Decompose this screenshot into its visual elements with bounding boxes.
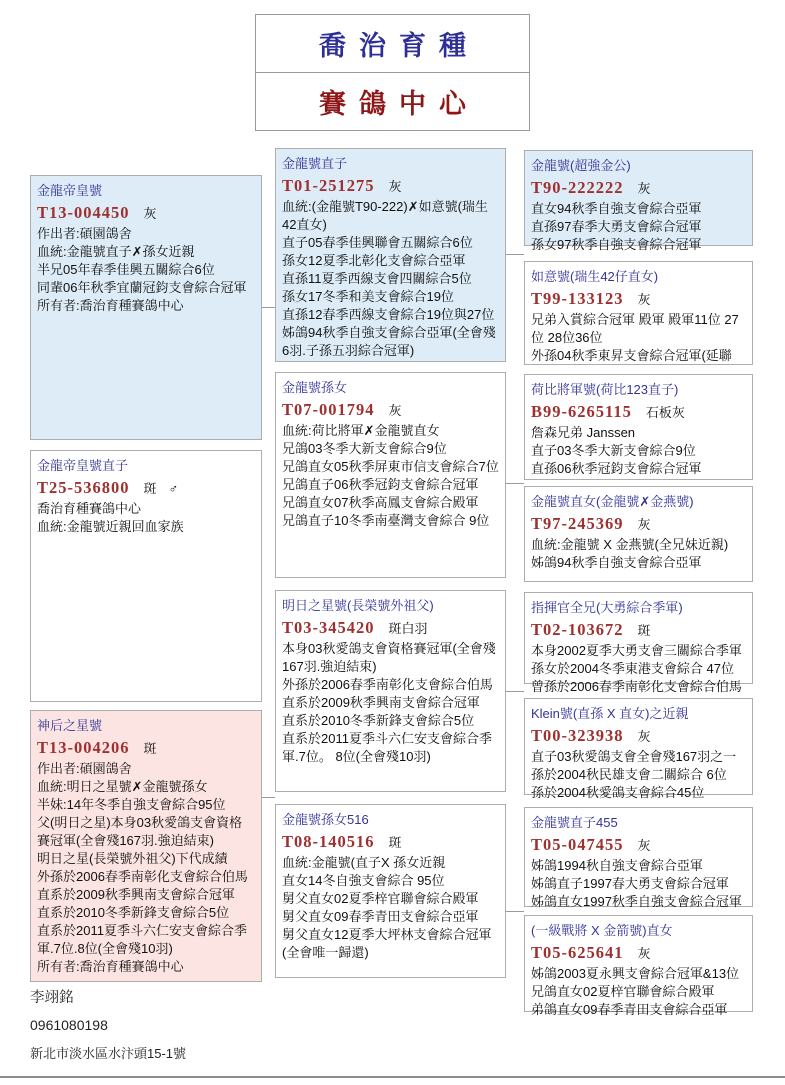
bird-name: 金龍號直子	[282, 156, 348, 171]
pedigree-line: 所有者:喬治育種賽鴿中心	[37, 298, 184, 313]
pedigree-line: 血統:(金龍號T90-222)✗如意號(瑞生42直女)	[282, 199, 488, 232]
loft-name-line2: 賽鴿中心	[319, 89, 479, 119]
connector-line	[506, 483, 524, 484]
pedigree-line: 直系於2011夏季斗六仁安支會綜合季軍.7位。 8位(全會殘10羽)	[282, 731, 492, 764]
bird-name: Klein號(直孫 X 直女)之近親	[531, 706, 689, 721]
color-note: 灰	[143, 206, 157, 221]
ring-number: T97-245369	[531, 514, 624, 533]
bird-name: 如意號(瑞生42仔直女)	[531, 269, 659, 284]
pedigree-line: 所有者:喬治育種賽鴿中心	[37, 959, 184, 974]
ring-row	[531, 513, 746, 535]
pedigree-line: 直系於2010冬季新鋒支會綜合5位	[282, 713, 475, 728]
bird-name: 金龍帝皇號	[37, 183, 103, 198]
box-golden-dragon-granddaughter-516	[275, 804, 506, 978]
loft-name-line1: 喬治育種	[256, 15, 529, 73]
pedigree-line: 直女14冬自強支會綜合 95位	[282, 873, 445, 888]
header-title-box	[255, 14, 530, 131]
ring-row	[282, 831, 499, 853]
box-golden-dragon-son	[275, 148, 506, 362]
pedigree-line: 姊鴿直女1997秋季自強支會綜合冠軍	[531, 894, 742, 909]
pedigree-line: 直子03冬季大新支會綜合9位	[531, 443, 696, 458]
pedigree-line: 半妹:14年冬季自強支會綜合95位	[37, 797, 226, 812]
pedigree-line: 孫於2004秋愛鴿支會綜合45位	[531, 785, 705, 800]
box-golden-dragon-emperor	[30, 175, 262, 440]
ring-row	[282, 399, 499, 421]
pedigree-line: 血統:金龍號近親回血家族	[37, 519, 184, 534]
pedigree-line: 外孫於2006春季南彰化支會綜合伯馬	[37, 869, 248, 884]
pedigree-line: 姊鴿94秋季自強支會綜合亞軍	[531, 555, 702, 570]
pedigree-line: 直系於2009秋季興南支會綜合冠軍	[282, 695, 480, 710]
ring-row	[531, 177, 746, 199]
pedigree-line: 曾孫於2006春季南彰化支會綜合伯馬	[531, 679, 742, 694]
pedigree-line: 舅父直女02夏季梓官聯會綜合殿軍	[282, 891, 479, 906]
pedigree-line: 血統:金龍號直子✗孫女近親	[37, 244, 195, 259]
box-golden-dragon-granddaughter	[275, 372, 506, 578]
pedigree-line: 兄鴿直子10冬季南臺灣支會綜合 9位	[282, 513, 490, 528]
ring-row	[37, 202, 255, 224]
male-symbol: ♂	[168, 481, 179, 496]
bird-name: 金龍號直女(金龍號✗金燕號)	[531, 494, 694, 509]
pedigree-line: 姊鴿2003夏永興支會綜合冠軍&13位	[531, 966, 740, 981]
pedigree-line: 直子03秋愛鴿支會全會殘167羽之一	[531, 749, 737, 764]
pedigree-line: 姊鴿1994秋自強支會綜合亞軍	[531, 858, 703, 873]
color-note: 灰	[637, 292, 651, 307]
bird-name: 金龍號孫女	[282, 380, 348, 395]
pedigree-line: 直子05春季佳興聯會五關綜合6位	[282, 235, 473, 250]
box-tomorrow-star	[275, 590, 506, 792]
pedigree-line: 直孫11夏季西線支會四關綜合5位	[282, 271, 472, 286]
pedigree-line: 直孫97春季大勇支會綜合冠軍	[531, 219, 702, 234]
pedigree-line: 孫女12夏季北彰化支會綜合亞軍	[282, 253, 466, 268]
ring-number: T00-323938	[531, 726, 624, 745]
pedigree-line: 血統:荷比將軍✗金龍號直女	[282, 423, 440, 438]
ring-number: T01-251275	[282, 176, 375, 195]
pedigree-line: 本身03秋愛鴿支會資格賽冠軍(全會殘167羽.強迫結束)	[282, 641, 496, 674]
box-golden-dragon-son-455	[524, 807, 753, 907]
bird-name: 金龍號直子455	[531, 815, 618, 830]
pedigree-line: 詹森兄弟 Janssen	[531, 425, 636, 440]
color-note: 灰	[637, 838, 651, 853]
pedigree-line: 半兄05年春季佳興五關綜合6位	[37, 262, 215, 277]
ring-number: T02-103672	[531, 620, 624, 639]
pedigree-line: 血統:金龍號(直子X 孫女近親	[282, 855, 446, 870]
pedigree-line: 直孫12春季西線支會綜合19位與27位	[282, 307, 495, 322]
pedigree-line: 同輩06年秋季宜蘭冠鈞支會綜合冠軍	[37, 280, 247, 295]
ring-number: T99-133123	[531, 289, 624, 308]
pedigree-line: 血統:明日之星號✗金龍號孫女	[37, 779, 208, 794]
pedigree-line: 直系於2010冬季新鋒支會綜合5位	[37, 905, 230, 920]
connector-line	[506, 254, 524, 255]
pedigree-line: 明日之星(長榮號外祖父)下代成績	[37, 851, 228, 866]
box-ruyi	[524, 261, 753, 365]
color-note: 灰	[637, 517, 651, 532]
pedigree-line: 直孫06秋季冠鈞支會綜合冠軍	[531, 461, 702, 476]
connector-line	[506, 911, 524, 912]
bird-name: 明日之星號(長榮號外祖父)	[282, 598, 434, 613]
phone-number: 0961080198	[30, 1017, 108, 1033]
owner-name: 李翊銘	[30, 990, 74, 1006]
color-note: 灰	[388, 403, 402, 418]
box-klein-inbred	[524, 698, 753, 800]
pedigree-line: 外孫於2006春季南彰化支會綜合伯馬	[282, 677, 493, 692]
ring-number: T08-140516	[282, 832, 375, 851]
color-note: 斑	[637, 623, 651, 638]
pedigree-line: 作出者:碩園鴿舍	[37, 761, 132, 776]
ring-row	[37, 477, 255, 499]
bird-name: (一級戰將 X 金箭號)直女	[531, 923, 673, 938]
ring-number: T03-345420	[282, 618, 375, 637]
address: 新北市淡水區水汴頭15-1號	[30, 1046, 187, 1061]
pedigree-line: 作出者:碩園鴿舍	[37, 226, 132, 241]
ring-number: T05-625641	[531, 943, 624, 962]
pedigree-line: 兄鴿直女05秋季屏東市信支會綜合7位	[282, 459, 499, 474]
ring-row	[531, 619, 746, 641]
ring-row	[282, 175, 499, 197]
ring-row	[531, 942, 746, 964]
ring-row	[531, 834, 746, 856]
ring-number: T90-222222	[531, 178, 624, 197]
box-queen-star	[30, 710, 262, 982]
pedigree-line: 姊鴿94秋季自強支會綜合亞軍(全會殘6羽.子孫五羽綜合冠軍)	[282, 325, 496, 358]
pedigree-line: 血統:金龍號 X 金燕號(全兄妹近親)	[531, 537, 729, 552]
box-hobby-general	[524, 374, 753, 480]
bird-name: 金龍號孫女516	[282, 812, 369, 827]
pedigree-line: 孫女97秋季自強支會綜合冠軍	[531, 237, 702, 252]
pedigree-line: 外孫04秋季東昇支會綜合冠軍(延聯	[531, 348, 732, 363]
pedigree-line: 孫女17冬季和美支會綜合19位	[282, 289, 454, 304]
color-note: 石板灰	[645, 405, 685, 420]
color-note: 灰	[637, 181, 651, 196]
ring-number: T05-047455	[531, 835, 624, 854]
box-commander-brother	[524, 592, 753, 694]
box-golden-dragon-daughter	[524, 486, 753, 582]
ring-number: T07-001794	[282, 400, 375, 419]
pedigree-line: 弟鴿直女09春季青田支會綜合亞軍	[531, 1002, 728, 1017]
connector-line	[262, 307, 275, 308]
pedigree-line: 姊鴿直子1997春大勇支會綜合冠軍	[531, 876, 729, 891]
pedigree-line: 兄鴿直子06秋季冠鈞支會綜合冠軍	[282, 477, 479, 492]
ring-row	[531, 288, 746, 310]
bird-name: 指揮官全兄(大勇綜合季軍)	[531, 600, 683, 615]
ring-number: T25-536800	[37, 478, 130, 497]
box-golden-dragon-emperor-son	[30, 450, 262, 702]
pedigree-line: 舅父直女09春季青田支會綜合亞軍	[282, 909, 479, 924]
pedigree-line: 本身2002夏季大勇支會三關綜合季軍	[531, 643, 742, 658]
bird-name: 金龍號(超強金公)	[531, 158, 631, 173]
color-note: 灰	[637, 946, 651, 961]
pedigree-line: 直系於2009秋季興南支會綜合冠軍	[37, 887, 235, 902]
pedigree-line: 父(明日之星)本身03秋愛鴿支會資格賽冠軍(全會殘167羽.強迫結束)	[37, 815, 243, 848]
pedigree-line: 孫女於2004冬季東港支會綜合 47位	[531, 661, 734, 676]
ring-number: B99-6265115	[531, 402, 632, 421]
ring-row	[531, 401, 746, 423]
color-note: 斑白羽	[388, 621, 428, 636]
ring-number: T13-004450	[37, 203, 130, 222]
connector-line	[506, 691, 524, 692]
pedigree-line: 兄鴿03冬季大新支會綜合9位	[282, 441, 447, 456]
pedigree-line: 兄鴿直女02夏梓官聯會綜合殿軍	[531, 984, 715, 999]
color-note: 斑	[388, 835, 402, 850]
pedigree-line: 舅父直女12夏季大坪林支會綜合冠軍(全會唯一歸還)	[282, 927, 492, 960]
pedigree-line: 直系於2011夏季斗六仁安支會綜合季軍.7位.8位(全會殘10羽)	[37, 923, 247, 956]
box-golden-dragon	[524, 150, 753, 252]
pedigree-line: 喬治育種賽鴿中心	[37, 501, 142, 516]
ring-row	[37, 737, 255, 759]
bird-name: 神后之星號	[37, 718, 103, 733]
bird-name: 金龍帝皇號直子	[37, 458, 129, 473]
connector-line	[262, 797, 275, 798]
contact-block	[30, 986, 186, 1062]
color-note: 斑	[143, 741, 157, 756]
color-note: 斑	[143, 481, 157, 496]
pedigree-line: 孫於2004秋民雄支會二關綜合 6位	[531, 767, 727, 782]
color-note: 灰	[388, 179, 402, 194]
pedigree-line: 直女94秋季自強支會綜合亞軍	[531, 201, 702, 216]
bird-name: 荷比將軍號(荷比123直子)	[531, 382, 679, 397]
color-note: 灰	[637, 729, 651, 744]
pedigree-line: 兄弟入賞綜合冠軍 殿軍 殿軍11位 27位 28位36位	[531, 312, 739, 345]
ring-row	[531, 725, 746, 747]
bottom-divider	[0, 1076, 785, 1078]
pedigree-line: 兄鴿直女07秋季高鳳支會綜合殿軍	[282, 495, 479, 510]
ring-row	[282, 617, 499, 639]
box-ace-warrior-daughter	[524, 915, 753, 1017]
ring-number: T13-004206	[37, 738, 130, 757]
